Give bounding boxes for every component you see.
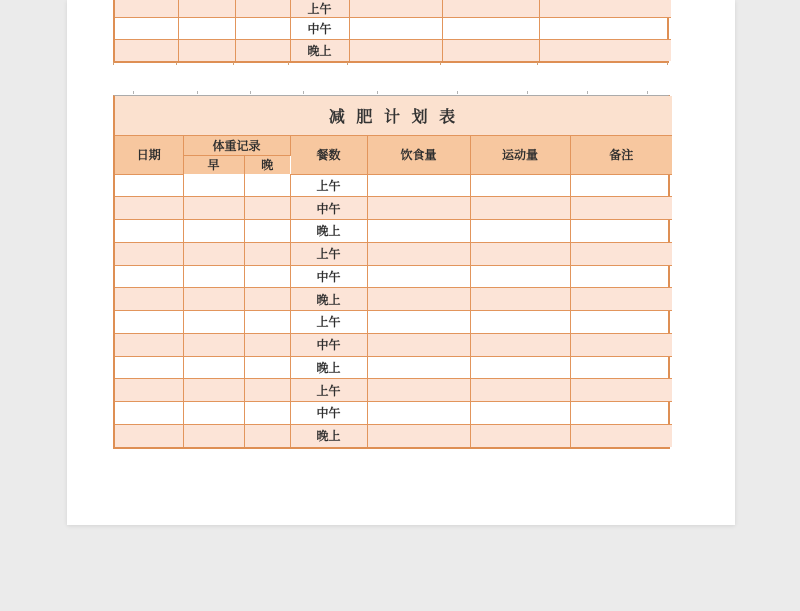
- meal-label-cell: 上午: [290, 174, 367, 197]
- header-exercise-amount: 运动量: [470, 135, 570, 174]
- empty-cell: [183, 242, 244, 265]
- table-row: [115, 379, 672, 402]
- empty-cell: [244, 311, 290, 334]
- empty-cell: [115, 242, 183, 265]
- empty-cell: [349, 40, 442, 61]
- empty-cell: [367, 311, 470, 334]
- meal-label-cell: 上午: [290, 311, 367, 334]
- empty-cell: [570, 197, 672, 220]
- empty-cell: [570, 424, 672, 447]
- gridline-tick: [288, 62, 289, 65]
- empty-cell: [470, 220, 570, 243]
- empty-cell: [115, 174, 183, 197]
- table-row: [115, 40, 671, 61]
- gridline-tick: [347, 62, 348, 65]
- empty-cell: [235, 18, 290, 40]
- empty-cell: [244, 424, 290, 447]
- empty-cell: [470, 379, 570, 402]
- empty-cell: [367, 174, 470, 197]
- meal-label-cell: 上午: [290, 0, 349, 18]
- empty-cell: [183, 333, 244, 356]
- gridline-tick: [303, 91, 304, 94]
- gridline-tick: [176, 62, 177, 65]
- empty-cell: [183, 288, 244, 311]
- meal-label-cell: 晚上: [290, 424, 367, 447]
- empty-cell: [183, 379, 244, 402]
- gridline-tick: [197, 91, 198, 94]
- table-row: [115, 220, 672, 243]
- empty-cell: [178, 0, 235, 18]
- empty-cell: [244, 197, 290, 220]
- empty-cell: [367, 402, 470, 425]
- empty-cell: [244, 379, 290, 402]
- gridline-tick: [377, 91, 378, 94]
- empty-cell: [235, 40, 290, 61]
- gridline-tick: [667, 62, 668, 65]
- upper-table: [113, 0, 669, 63]
- meal-label-cell: 中午: [290, 265, 367, 288]
- table-row: [115, 288, 672, 311]
- gridline-tick: [647, 91, 648, 94]
- gridline-tick: [133, 91, 134, 94]
- table-row: [115, 265, 672, 288]
- table-title-row: [115, 96, 672, 135]
- empty-cell: [244, 356, 290, 379]
- empty-cell: [367, 424, 470, 447]
- empty-cell: [115, 402, 183, 425]
- spreadsheet-page: [67, 0, 735, 525]
- empty-cell: [470, 333, 570, 356]
- empty-cell: [244, 333, 290, 356]
- table-row: [115, 402, 672, 425]
- empty-cell: [115, 220, 183, 243]
- meal-label-cell: 晚上: [290, 288, 367, 311]
- header-weight-record: 体重记录: [183, 135, 290, 155]
- empty-cell: [470, 288, 570, 311]
- empty-cell: [367, 379, 470, 402]
- gridline-tick: [537, 62, 538, 65]
- empty-cell: [442, 18, 539, 40]
- empty-cell: [470, 402, 570, 425]
- empty-cell: [115, 356, 183, 379]
- meal-label-cell: 中午: [290, 333, 367, 356]
- meal-label-cell: 中午: [290, 197, 367, 220]
- gridline-tick: [233, 62, 234, 65]
- meal-label-cell: 晚上: [290, 40, 349, 61]
- empty-cell: [115, 311, 183, 334]
- empty-cell: [470, 242, 570, 265]
- table-row: [115, 18, 671, 40]
- header-row-1: [115, 135, 672, 155]
- meal-label-cell: 晚上: [290, 220, 367, 243]
- empty-cell: [539, 0, 671, 18]
- gridline-tick: [527, 91, 528, 94]
- empty-cell: [183, 356, 244, 379]
- header-weight-evening: 晚: [244, 155, 290, 174]
- empty-cell: [244, 220, 290, 243]
- empty-cell: [183, 265, 244, 288]
- empty-cell: [367, 265, 470, 288]
- table-row: [115, 356, 672, 379]
- gridline-tick: [113, 62, 114, 65]
- table-row: [115, 242, 672, 265]
- header-meals: 餐数: [290, 135, 367, 174]
- empty-cell: [183, 220, 244, 243]
- empty-cell: [183, 311, 244, 334]
- empty-cell: [244, 174, 290, 197]
- gridline-tick: [250, 91, 251, 94]
- empty-cell: [570, 379, 672, 402]
- empty-cell: [367, 333, 470, 356]
- empty-cell: [570, 242, 672, 265]
- empty-cell: [570, 402, 672, 425]
- empty-cell: [470, 356, 570, 379]
- table-row: [115, 0, 671, 18]
- empty-cell: [367, 288, 470, 311]
- table-row: [115, 197, 672, 220]
- empty-cell: [470, 311, 570, 334]
- header-notes: 备注: [570, 135, 672, 174]
- empty-cell: [470, 197, 570, 220]
- empty-cell: [115, 424, 183, 447]
- empty-cell: [235, 0, 290, 18]
- empty-cell: [244, 402, 290, 425]
- empty-cell: [349, 0, 442, 18]
- empty-cell: [244, 265, 290, 288]
- empty-cell: [183, 402, 244, 425]
- empty-cell: [115, 265, 183, 288]
- empty-cell: [115, 379, 183, 402]
- meal-label-cell: 中午: [290, 402, 367, 425]
- gridline-tick: [587, 91, 588, 94]
- meal-label-cell: 晚上: [290, 356, 367, 379]
- header-weight-morning: 早: [183, 155, 244, 174]
- meal-label-cell: 中午: [290, 18, 349, 40]
- empty-cell: [367, 220, 470, 243]
- empty-cell: [570, 288, 672, 311]
- gridline-tick: [440, 62, 441, 65]
- empty-cell: [367, 242, 470, 265]
- empty-cell: [178, 18, 235, 40]
- header-food-intake: 饮食量: [367, 135, 470, 174]
- empty-cell: [470, 265, 570, 288]
- gridline-tick: [457, 91, 458, 94]
- empty-cell: [183, 424, 244, 447]
- empty-cell: [570, 333, 672, 356]
- empty-cell: [115, 333, 183, 356]
- empty-cell: [470, 174, 570, 197]
- empty-cell: [570, 265, 672, 288]
- empty-cell: [115, 288, 183, 311]
- empty-cell: [570, 356, 672, 379]
- empty-cell: [367, 356, 470, 379]
- empty-cell: [570, 174, 672, 197]
- empty-cell: [442, 0, 539, 18]
- empty-cell: [115, 0, 178, 18]
- empty-cell: [183, 197, 244, 220]
- table-row: [115, 333, 672, 356]
- empty-cell: [570, 220, 672, 243]
- table-title: 减 肥 计 划 表: [115, 96, 672, 135]
- empty-cell: [470, 424, 570, 447]
- empty-cell: [244, 242, 290, 265]
- meal-label-cell: 上午: [290, 242, 367, 265]
- empty-cell: [539, 18, 671, 40]
- empty-cell: [115, 197, 183, 220]
- empty-cell: [183, 174, 244, 197]
- empty-cell: [244, 288, 290, 311]
- meal-label-cell: 上午: [290, 379, 367, 402]
- empty-cell: [570, 311, 672, 334]
- empty-cell: [349, 18, 442, 40]
- empty-cell: [178, 40, 235, 61]
- empty-cell: [442, 40, 539, 61]
- empty-cell: [115, 18, 178, 40]
- table-row: [115, 174, 672, 197]
- empty-cell: [367, 197, 470, 220]
- empty-cell: [539, 40, 671, 61]
- empty-cell: [115, 40, 178, 61]
- table-row: [115, 424, 672, 447]
- diet-plan-table: [113, 95, 670, 449]
- header-date: 日期: [115, 135, 183, 174]
- table-row: [115, 311, 672, 334]
